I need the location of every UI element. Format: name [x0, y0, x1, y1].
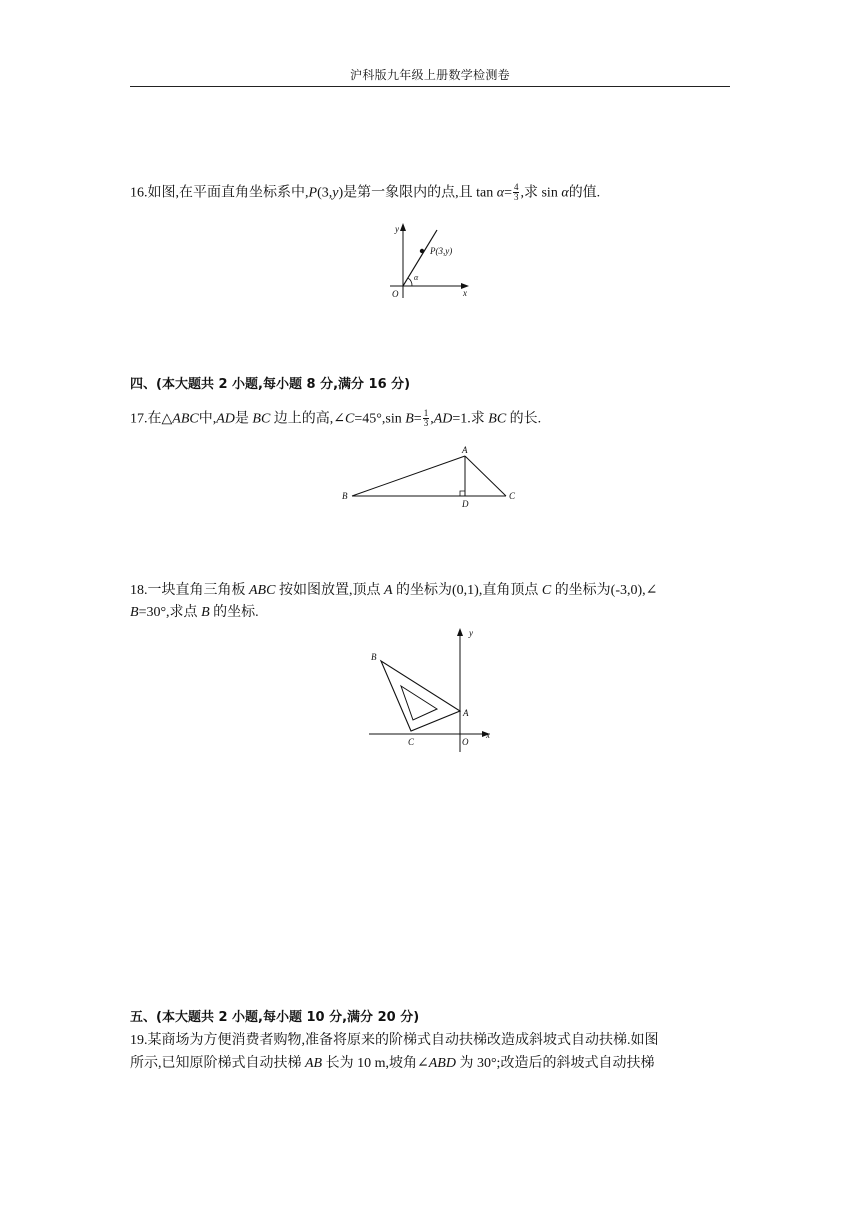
question-19-line-1: 19.某商场为方便消费者购物,准备将原来的阶梯式自动扶梯改造成斜坡式自动扶梯.如图	[130, 1033, 659, 1048]
question-18-line-1: 18.一块直角三角板 ABC 按如图放置,顶点 A 的坐标为(0,1),直角顶点 C 的坐标为(-3,0),∠	[130, 583, 658, 598]
vertex-a-label: A	[462, 445, 468, 455]
x-axis-label: x	[486, 730, 490, 740]
y-axis-label: y	[395, 224, 399, 234]
vertex-c-label: C	[408, 737, 415, 747]
question-19-line-2: 所示,已知原阶梯式自动扶梯 AB 长为 10 m,坡角∠ABD 为 30°;改造后的斜坡式自动扶梯	[130, 1056, 655, 1071]
question-17-text: 17.在△ABC中,AD是 BC 边上的高,∠C=45°,sin B= $\frac{1}{3}$ ,AD=1.求 BC 的长.	[130, 408, 542, 428]
question-number: 17.	[130, 411, 148, 427]
fraction-4-3: $\frac{4}{3}$	[513, 182, 519, 202]
y-axis-label: y	[469, 628, 473, 638]
origin-label: O	[462, 737, 469, 747]
question-number: 19.	[130, 1033, 148, 1048]
vertex-b-label: B	[371, 652, 377, 662]
origin-label: O	[392, 289, 399, 299]
section-4-title: 四、(本大题共 2 小题,每小题 8 分,满分 16 分)	[130, 377, 411, 392]
question-number: 16.	[130, 185, 148, 201]
fraction-1-3: $\frac{1}{3}$	[423, 408, 429, 428]
vertex-c-label: C	[509, 491, 516, 501]
question-number: 18.	[130, 583, 148, 598]
vertex-a-label: A	[463, 708, 469, 718]
question-18-line-2: B=30°,求点 B 的坐标.	[130, 605, 259, 620]
point-p-label: P(3,y)	[430, 246, 453, 256]
section-5-title: 五、(本大题共 2 小题,每小题 10 分,满分 20 分)	[130, 1010, 420, 1025]
page-header-title: 沪科版九年级上册数学检测卷	[350, 68, 510, 82]
alpha-label: α	[414, 273, 419, 282]
x-axis-label: x	[463, 288, 467, 298]
question-16-text: 16.如图,在平面直角坐标系中,P(3,y)是第一象限内的点,且 tan α= $\frac{4}{3}$ ,求 sin α的值.	[130, 182, 601, 202]
vertex-d-label: D	[462, 499, 469, 509]
vertex-b-label: B	[342, 491, 348, 501]
